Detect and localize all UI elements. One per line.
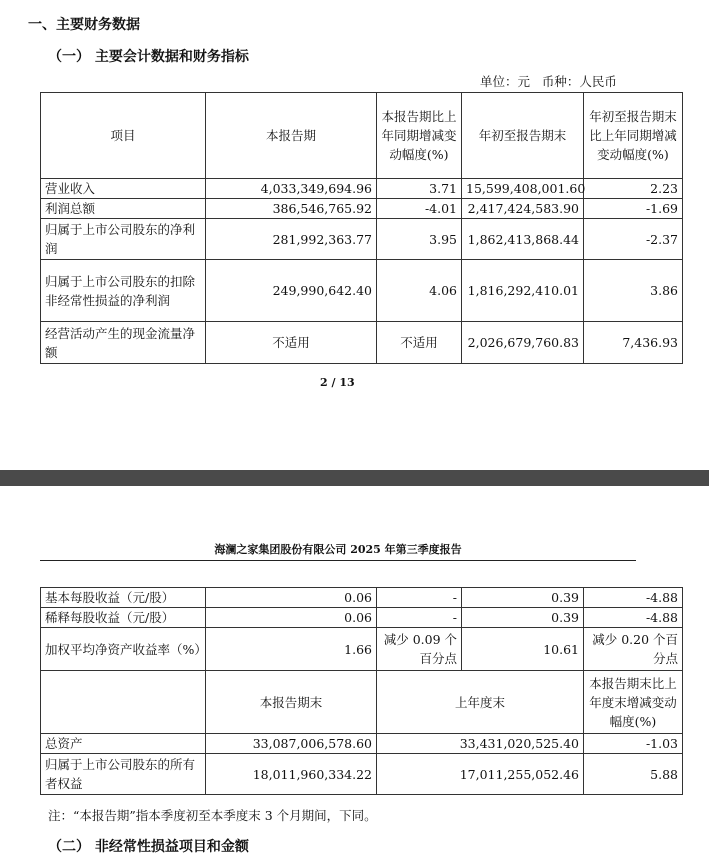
row-change: 不适用	[377, 322, 462, 364]
table-row	[41, 219, 683, 260]
header-rule	[40, 560, 636, 561]
header-item: 项目	[41, 93, 206, 179]
row-current: 4,033,349,694.96	[206, 179, 377, 199]
row-ytd-change: -1.69	[584, 199, 683, 219]
header-prior-year-end: 上年度末	[377, 671, 584, 734]
header-ytd: 年初至报告期末	[462, 93, 584, 179]
row-item: 基本每股收益（元/股）	[41, 588, 206, 608]
row-item: 归属于上市公司股东的所有者权益	[41, 754, 206, 795]
page-break-divider	[0, 470, 709, 486]
row-item: 稀释每股收益（元/股）	[41, 608, 206, 628]
row-period-end: 33,087,006,578.60	[206, 734, 377, 754]
row-ytd: 2,026,679,760.83	[462, 322, 584, 364]
table-row	[41, 608, 683, 628]
row-ytd: 0.39	[462, 588, 584, 608]
row-current: 386,546,765.92	[206, 199, 377, 219]
header-current-period: 本报告期	[206, 93, 377, 179]
row-ytd-change: 7,436.93	[584, 322, 683, 364]
row-ytd-change: 2.23	[584, 179, 683, 199]
header-ytd-change: 年初至报告期末比上年同期增减变动幅度(%)	[584, 93, 683, 179]
header-period-end: 本报告期末	[206, 671, 377, 734]
row-ytd-change: -4.88	[584, 588, 683, 608]
row-change: 4.06	[377, 260, 462, 322]
row-change: -	[377, 588, 462, 608]
row-ytd: 10.61	[462, 628, 584, 671]
row-ytd: 1,816,292,410.01	[462, 260, 584, 322]
row-change: -	[377, 608, 462, 628]
header-balance-change: 本报告期末比上年度末增减变动幅度(%)	[584, 671, 683, 734]
row-ytd-change: -4.88	[584, 608, 683, 628]
table-row	[41, 322, 683, 364]
row-item: 归属于上市公司股东的扣除非经常性损益的净利润	[41, 260, 206, 322]
table-row	[41, 734, 683, 754]
row-current: 249,990,642.40	[206, 260, 377, 322]
row-change: 3.71	[377, 179, 462, 199]
row-change: -4.01	[377, 199, 462, 219]
row-change: 减少 0.09 个百分点	[377, 628, 462, 671]
row-ytd-change: -2.37	[584, 219, 683, 260]
row-change: 3.95	[377, 219, 462, 260]
unit-currency-line: 单位：元 币种：人民币	[480, 74, 617, 89]
balance-header-row	[41, 671, 683, 734]
blank-cell	[41, 671, 206, 734]
row-item: 归属于上市公司股东的净利润	[41, 219, 206, 260]
row-balance-change: 5.88	[584, 754, 683, 795]
row-ytd-change: 减少 0.20 个百分点	[584, 628, 683, 671]
row-balance-change: -1.03	[584, 734, 683, 754]
next-section-heading: （二） 非经常性损益项目和金额	[48, 839, 249, 855]
row-current: 281,992,363.77	[206, 219, 377, 260]
section-heading: 一、主要财务数据	[28, 17, 140, 33]
row-ytd: 0.39	[462, 608, 584, 628]
row-current: 不适用	[206, 322, 377, 364]
table-row	[41, 588, 683, 608]
row-ytd: 2,417,424,583.90	[462, 199, 584, 219]
running-header: 海澜之家集团股份有限公司 2025 年第三季度报告	[214, 543, 462, 556]
row-current: 1.66	[206, 628, 377, 671]
row-current: 0.06	[206, 588, 377, 608]
row-item: 经营活动产生的现金流量净额	[41, 322, 206, 364]
row-item: 总资产	[41, 734, 206, 754]
row-item: 加权平均净资产收益率（%）	[41, 628, 206, 671]
row-ytd-change: 3.86	[584, 260, 683, 322]
table-row	[41, 628, 683, 671]
row-prior-year-end: 33,431,020,525.40	[377, 734, 584, 754]
footnote: 注：“本报告期”指本季度初至本季度末 3 个月期间，下同。	[48, 808, 377, 823]
table-row	[41, 199, 683, 219]
subsection-heading: （一） 主要会计数据和财务指标	[48, 49, 249, 65]
table-header-row	[41, 93, 683, 179]
row-prior-year-end: 17,011,255,052.46	[377, 754, 584, 795]
financial-data-table-continued	[40, 587, 683, 795]
page-number: 2 / 13	[320, 376, 355, 389]
financial-data-table	[40, 92, 683, 364]
header-current-change: 本报告期比上年同期增减变动幅度(%)	[377, 93, 462, 179]
row-period-end: 18,011,960,334.22	[206, 754, 377, 795]
table-row	[41, 260, 683, 322]
row-ytd: 15,599,408,001.60	[462, 179, 584, 199]
table-row	[41, 179, 683, 199]
row-item: 营业收入	[41, 179, 206, 199]
row-item: 利润总额	[41, 199, 206, 219]
table-row	[41, 754, 683, 795]
row-ytd: 1,862,413,868.44	[462, 219, 584, 260]
row-current: 0.06	[206, 608, 377, 628]
